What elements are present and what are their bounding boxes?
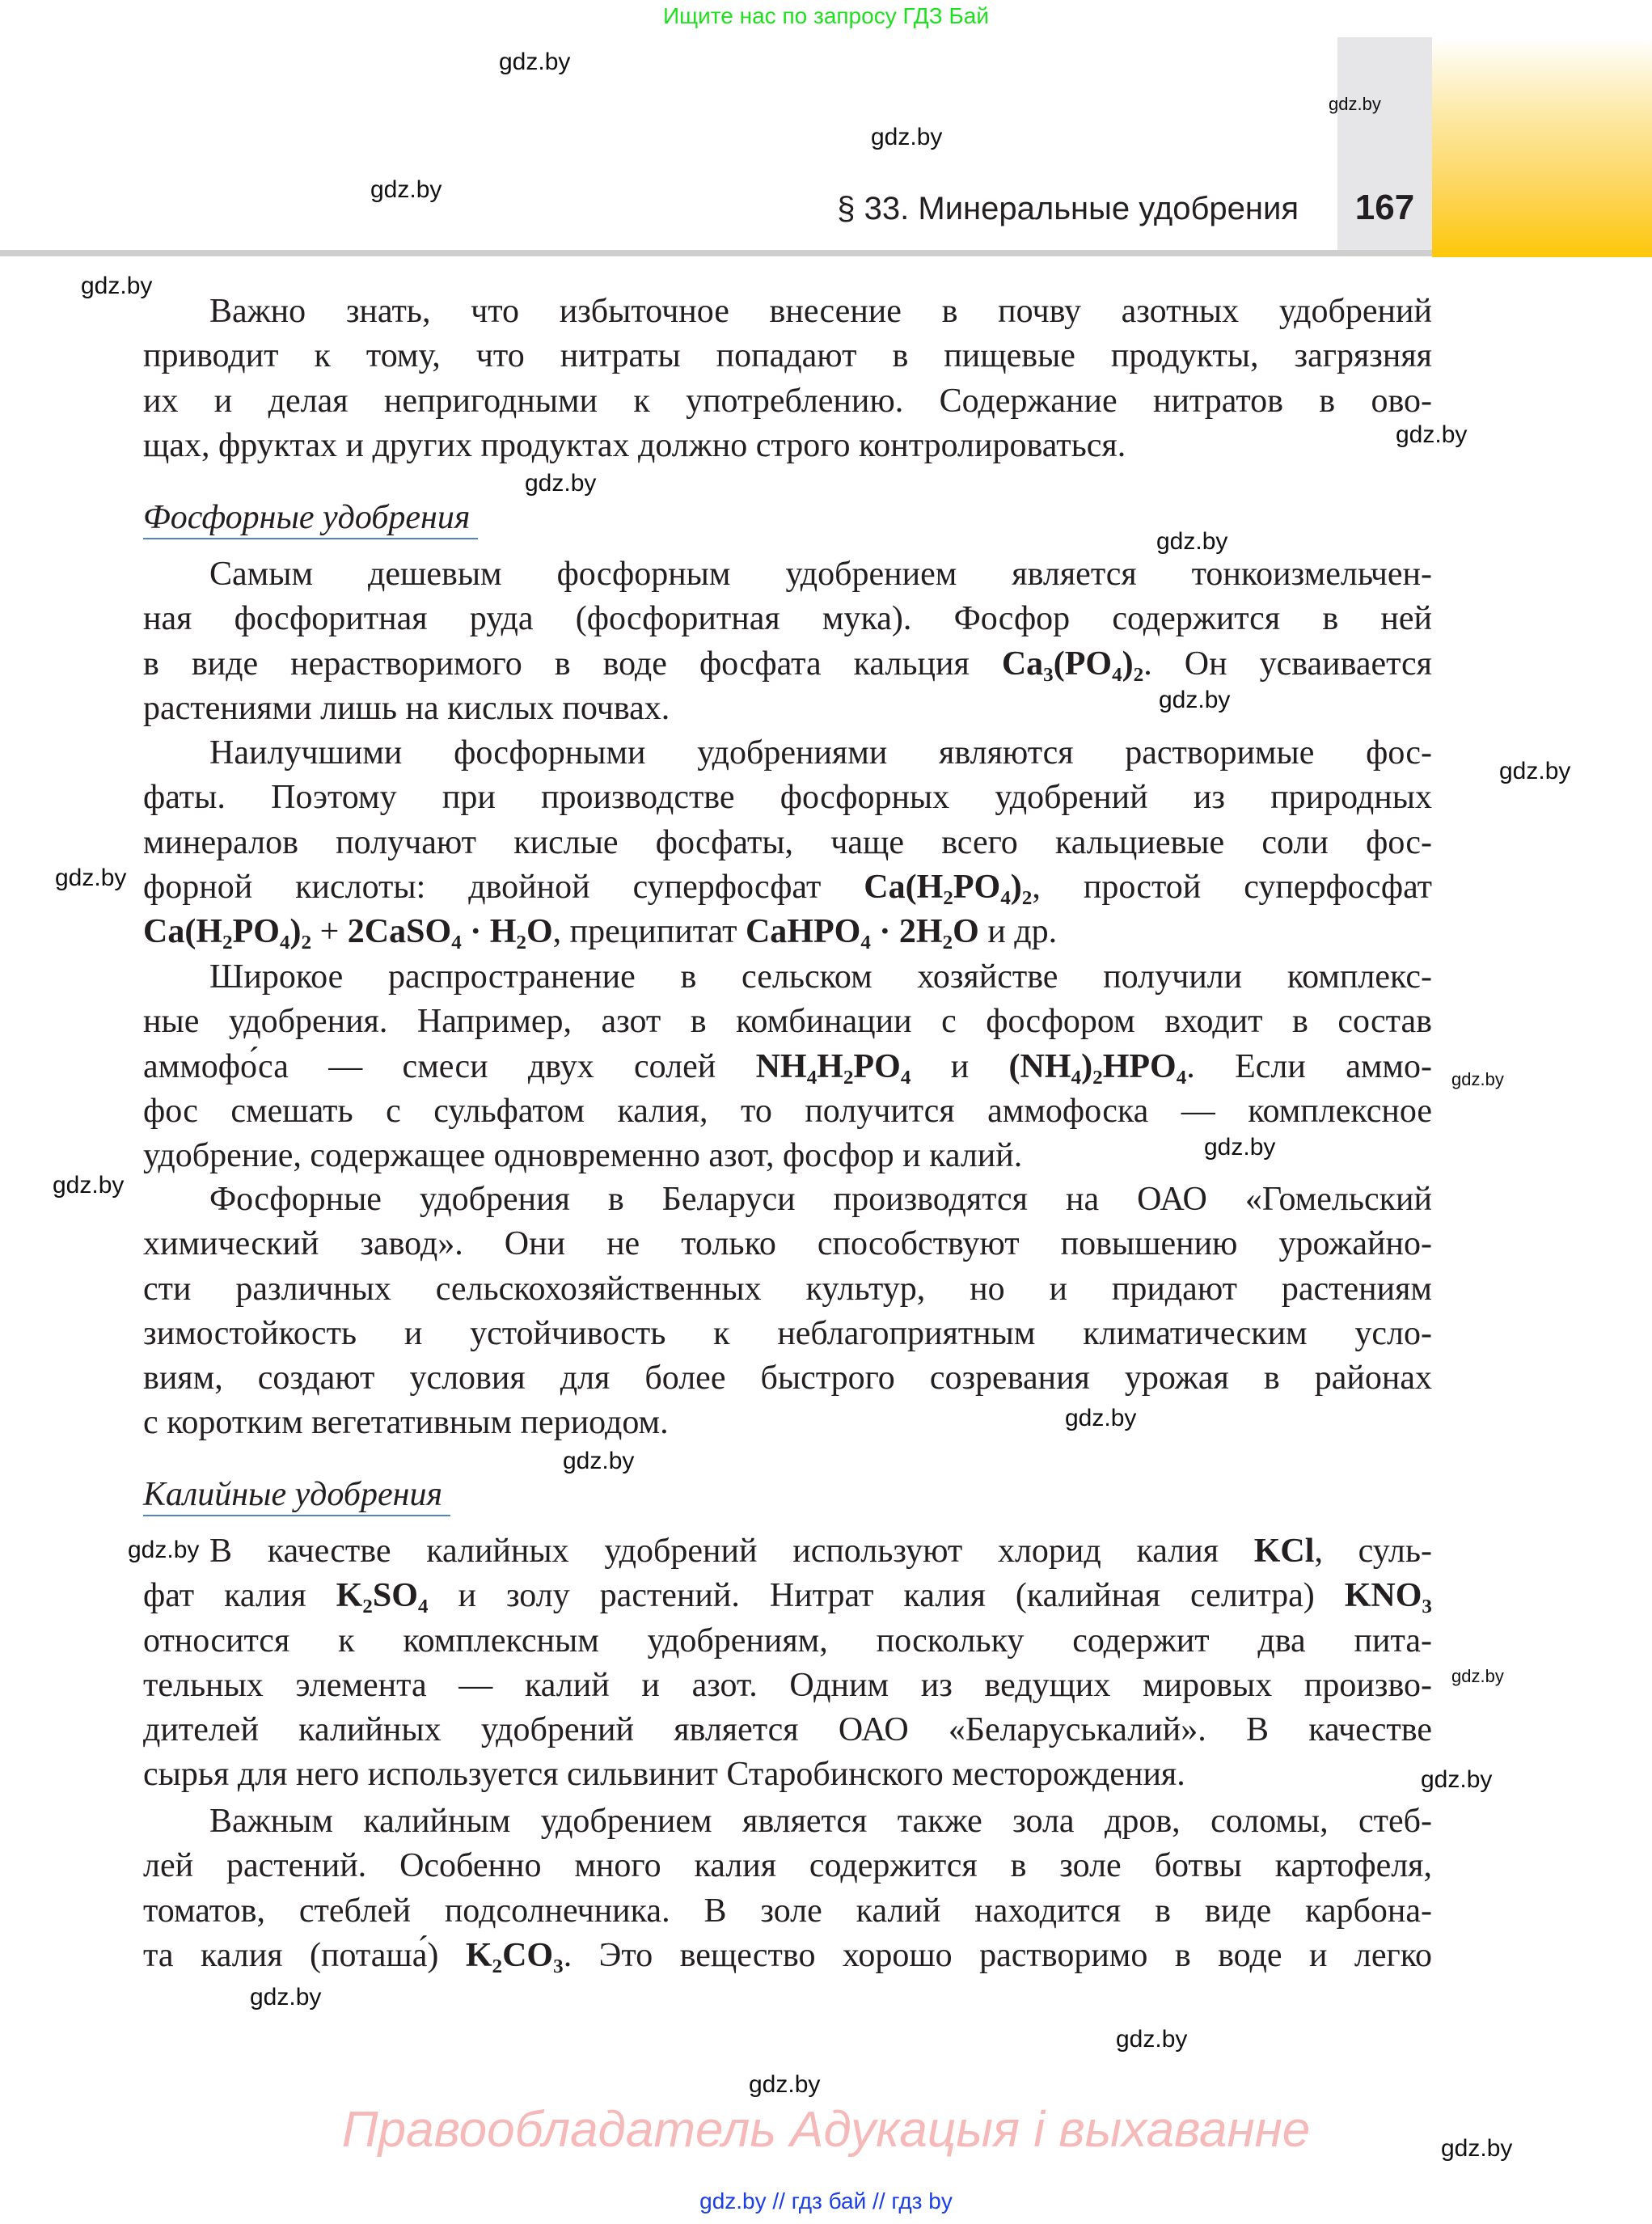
text-line: та калия (поташа́) K₂CO₃. Это вещество хорошо растворимо в воде и легко xyxy=(143,1936,1432,1974)
chemical-formula: KCl xyxy=(1253,1533,1315,1570)
chemical-formula: K₂SO₄ xyxy=(336,1577,429,1615)
text-line: приводит к тому, что нитраты попадают в пищевые продукты, загрязняя xyxy=(143,337,1432,375)
footer-links: gdz.by // гдз бай // гдз by xyxy=(699,2188,953,2213)
paragraph-nitrates xyxy=(143,290,1432,468)
text-line: их и делая непригодными к употреблению. Содержание нитратов в ово- xyxy=(143,382,1432,420)
chemical-formula: 2CaSO₄ · H₂O xyxy=(347,913,553,951)
watermark: gdz.by xyxy=(1451,1666,1504,1686)
chemical-formula: Ca(H₂PO₄)₂ xyxy=(143,913,312,951)
text-line: фат калия K₂SO₄ и золу растений. Нитрат калия (калийная селитра) KNO₃ xyxy=(143,1577,1432,1615)
watermark: gdz.by xyxy=(1159,687,1231,713)
header-rule xyxy=(0,250,1432,256)
paragraph-phosphorite xyxy=(143,552,1432,731)
watermark: gdz.by xyxy=(55,865,127,891)
paragraph-superphosphate xyxy=(143,731,1432,954)
text-line: тельных элемента — калий и азот. Одним из ведущих мировых произво- xyxy=(143,1666,1432,1704)
text-line: Широкое распространение в сельском хозяйстве получили комплекс- xyxy=(209,958,1432,996)
text-line: фос смешать с сульфатом калия, то получится аммофоска — комплексное xyxy=(143,1092,1432,1130)
watermark: gdz.by xyxy=(1065,1405,1137,1431)
chemical-formula: CaHPO₄ · 2H₂O xyxy=(745,913,979,951)
chemical-formula: Ca₃(PO₄)₂ xyxy=(1001,645,1144,683)
text-line: зимостойкость и устойчивость к неблагоприятным климатическим усло- xyxy=(143,1314,1432,1352)
text-line: виям, создают условия для более быстрого созревания урожая в районах xyxy=(143,1359,1432,1397)
chemical-formula: Ca(H₂PO₄)₂ xyxy=(864,868,1033,906)
chemical-formula: K₂CO₃ xyxy=(465,1936,564,1974)
text-line: форной кислоты: двойной суперфосфат Ca(H₂PO₄)₂, простой суперфосфат xyxy=(143,868,1432,906)
watermark: gdz.by xyxy=(1156,528,1228,555)
text-line: дителей калийных удобрений является ОАО «Беларуськалий». В качестве xyxy=(143,1711,1432,1749)
text-line: Наилучшими фосфорными удобрениями являются растворимые фос- xyxy=(209,734,1432,772)
watermark: gdz.by xyxy=(1204,1134,1276,1161)
watermark: gdz.by xyxy=(1441,2135,1513,2162)
text-line: Важным калийным удобрением является также зола дров, соломы, стеб- xyxy=(209,1803,1432,1840)
text-line: томатов, стеблей подсолнечника. В золе калий находится в виде карбона- xyxy=(143,1892,1432,1930)
watermark: gdz.by xyxy=(250,1984,322,2010)
text-line: химический завод». Они не только способствуют повышению урожайно- xyxy=(143,1225,1432,1263)
text-line: сти различных сельскохозяйственных культур, но и придают растениям xyxy=(143,1270,1432,1308)
yellow-corner-decoration xyxy=(1432,37,1652,257)
text-line: фаты. Поэтому при производстве фосфорных удобрений из природных xyxy=(143,779,1432,817)
search-hint-banner: Ищите нас по запросу ГДЗ Бай xyxy=(662,3,990,28)
text-line: сырья для него используется сильвинит Старобинского месторождения. xyxy=(143,1756,1185,1794)
chemical-formula: (NH₄)₂HPO₄ xyxy=(1008,1047,1187,1085)
watermark: gdz.by xyxy=(53,1172,125,1199)
text-line: растениями лишь на кислых почвах. xyxy=(143,689,670,727)
watermark: gdz.by xyxy=(1421,1766,1493,1793)
section-heading-phosphorus: Фосфорные удобрения xyxy=(143,497,478,539)
paragraph-gomel-plant xyxy=(143,1178,1432,1446)
watermark: gdz.by xyxy=(749,2071,821,2098)
text-line: щах, фруктах и других продуктах должно строго контролироваться. xyxy=(143,426,1126,464)
text-line: Самым дешевым фосфорным удобрением является тонкоизмельчен- xyxy=(209,556,1432,593)
watermark: gdz.by xyxy=(563,1448,635,1474)
paragraph-ash xyxy=(143,1799,1432,1978)
text-line: в виде нерастворимого в воде фосфата кальция Ca₃(PO₄)₂. Он усваивается xyxy=(143,645,1432,683)
watermark: gdz.by xyxy=(1116,2026,1188,2053)
text-line: аммофо́са — смеси двух солей NH₄H₂PO₄ и (NH₄)₂HPO₄. Если аммо- xyxy=(143,1047,1432,1085)
page-number: 167 xyxy=(1354,188,1415,227)
text-line: ные удобрения. Например, азот в комбинации с фосфором входит в состав xyxy=(143,1003,1432,1041)
watermark: gdz.by xyxy=(525,470,597,497)
running-title: § 33. Минеральные удобрения xyxy=(837,191,1299,226)
text-line: минералов получают кислые фосфаты, чаще всего кальциевые соли фос- xyxy=(143,823,1432,861)
text-line: В качестве калийных удобрений используют хлорид калия KCl, суль- xyxy=(209,1533,1432,1570)
chemical-formula: KNO₃ xyxy=(1344,1577,1432,1615)
text-line: с коротким вегетативным периодом. xyxy=(143,1404,669,1442)
watermark: gdz.by xyxy=(871,124,943,150)
watermark: gdz.by xyxy=(370,176,442,203)
watermark: gdz.by xyxy=(499,49,571,75)
paragraph-potassium-salts xyxy=(143,1529,1432,1798)
text-line: лей растений. Особенно много калия содержится в золе ботвы картофеля, xyxy=(143,1847,1432,1885)
watermark: gdz.by xyxy=(1329,94,1381,114)
text-line: Важно знать, что избыточное внесение в почву азотных удобрений xyxy=(209,293,1432,330)
watermark: gdz.by xyxy=(1451,1069,1504,1089)
section-heading-potassium: Калийные удобрения xyxy=(143,1474,450,1516)
text-line: ная фосфоритная руда (фосфоритная мука). Фосфор содержится в ней xyxy=(143,600,1432,638)
watermark: gdz.by xyxy=(128,1537,200,1563)
copyright-notice: Правообладатель Адукацыя і выхаванне xyxy=(341,2102,1311,2158)
watermark: gdz.by xyxy=(81,273,153,299)
chemical-formula: NH₄H₂PO₄ xyxy=(755,1047,911,1085)
text-line: относится к комплексным удобрениям, поскольку содержит два пита- xyxy=(143,1621,1432,1660)
text-line: Фосфорные удобрения в Беларуси производятся на ОАО «Гомельский xyxy=(209,1181,1432,1218)
watermark: gdz.by xyxy=(1499,758,1571,784)
text-line: Ca(H₂PO₄)₂ + 2CaSO₄ · H₂O, преципитат CaHPO₄ · 2H₂O и др. xyxy=(143,913,1058,951)
text-line: удобрение, содержащее одновременно азот, фосфор и калий. xyxy=(143,1137,1023,1175)
watermark: gdz.by xyxy=(1396,421,1468,448)
